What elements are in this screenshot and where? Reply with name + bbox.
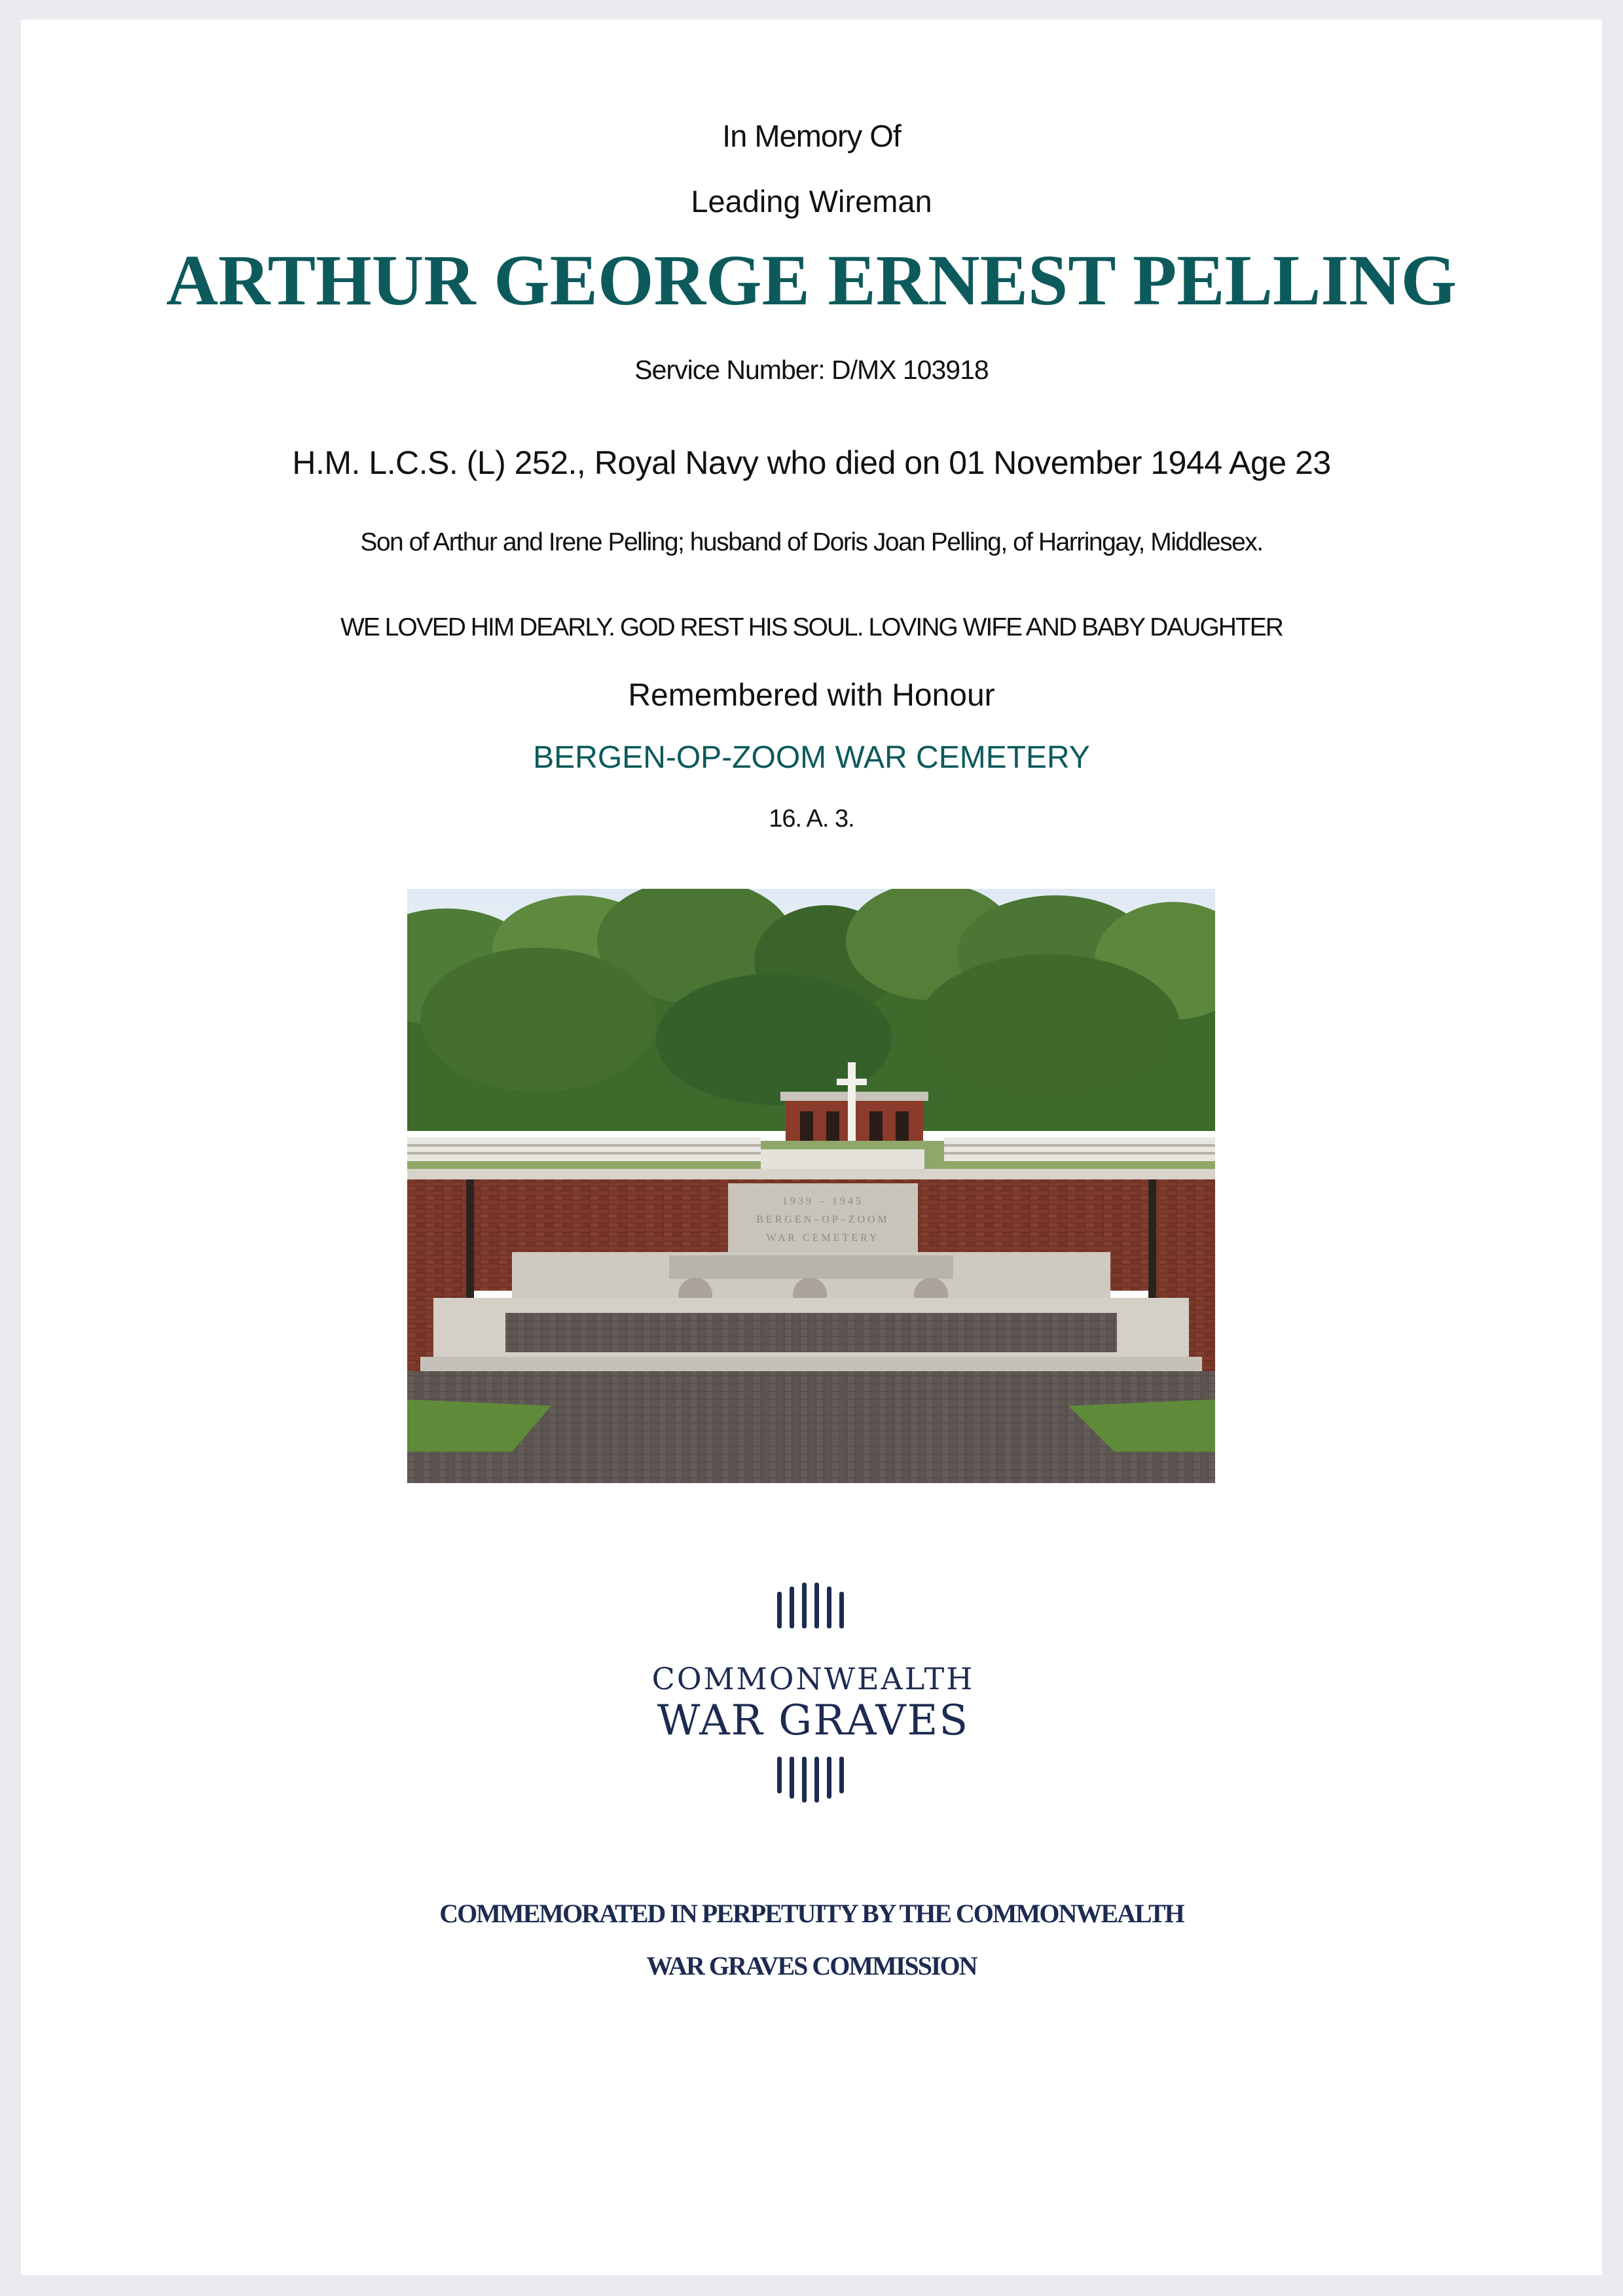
cemetery-name: BERGEN-OP-ZOOM WAR CEMETERY [533,740,1090,775]
rank-text: Leading Wireman [691,184,932,219]
unit-and-death-text: H.M. L.C.S. (L) 252., Royal Navy who died on 01 November 1944 Age 23 [292,444,1331,481]
intro-text: In Memory Of [722,118,901,153]
cwgc-logo [630,1581,996,1804]
svg-text:BERGEN–OP–ZOOM: BERGEN–OP–ZOOM [756,1214,890,1225]
logo-line-commonwealth: COMMONWEALTH [651,1661,975,1696]
footer-line-1: COMMEMORATED IN PERPETUITY BY THE COMMONWEALTH [439,1899,1184,1928]
svg-text:1939 – 1945: 1939 – 1945 [782,1196,864,1207]
service-number: Service Number: D/MX 103918 [634,355,989,385]
certificate-page [21,20,1602,2275]
grave-reference: 16. A. 3. [769,805,854,833]
casualty-name: ARTHUR GEORGE ERNEST PELLING [166,240,1457,320]
epitaph-text: WE LOVED HIM DEARLY. GOD REST HIS SOUL. LOVING WIFE AND BABY DAUGHTER [340,613,1283,641]
footer-line-2: WAR GRAVES COMMISSION [646,1951,977,1981]
headstones-bottom-icon [630,1757,996,1804]
svg-text:WAR CEMETERY: WAR CEMETERY [766,1232,880,1244]
logo-line-war-graves: WAR GRAVES [657,1696,970,1745]
family-text: Son of Arthur and Irene Pelling; husband of Doris Joan Pelling, of Harringay, Middlesex. [360,528,1263,556]
remembered-text: Remembered with Honour [628,678,995,713]
cemetery-photo [407,889,1215,1483]
headstones-top-icon [630,1581,996,1628]
